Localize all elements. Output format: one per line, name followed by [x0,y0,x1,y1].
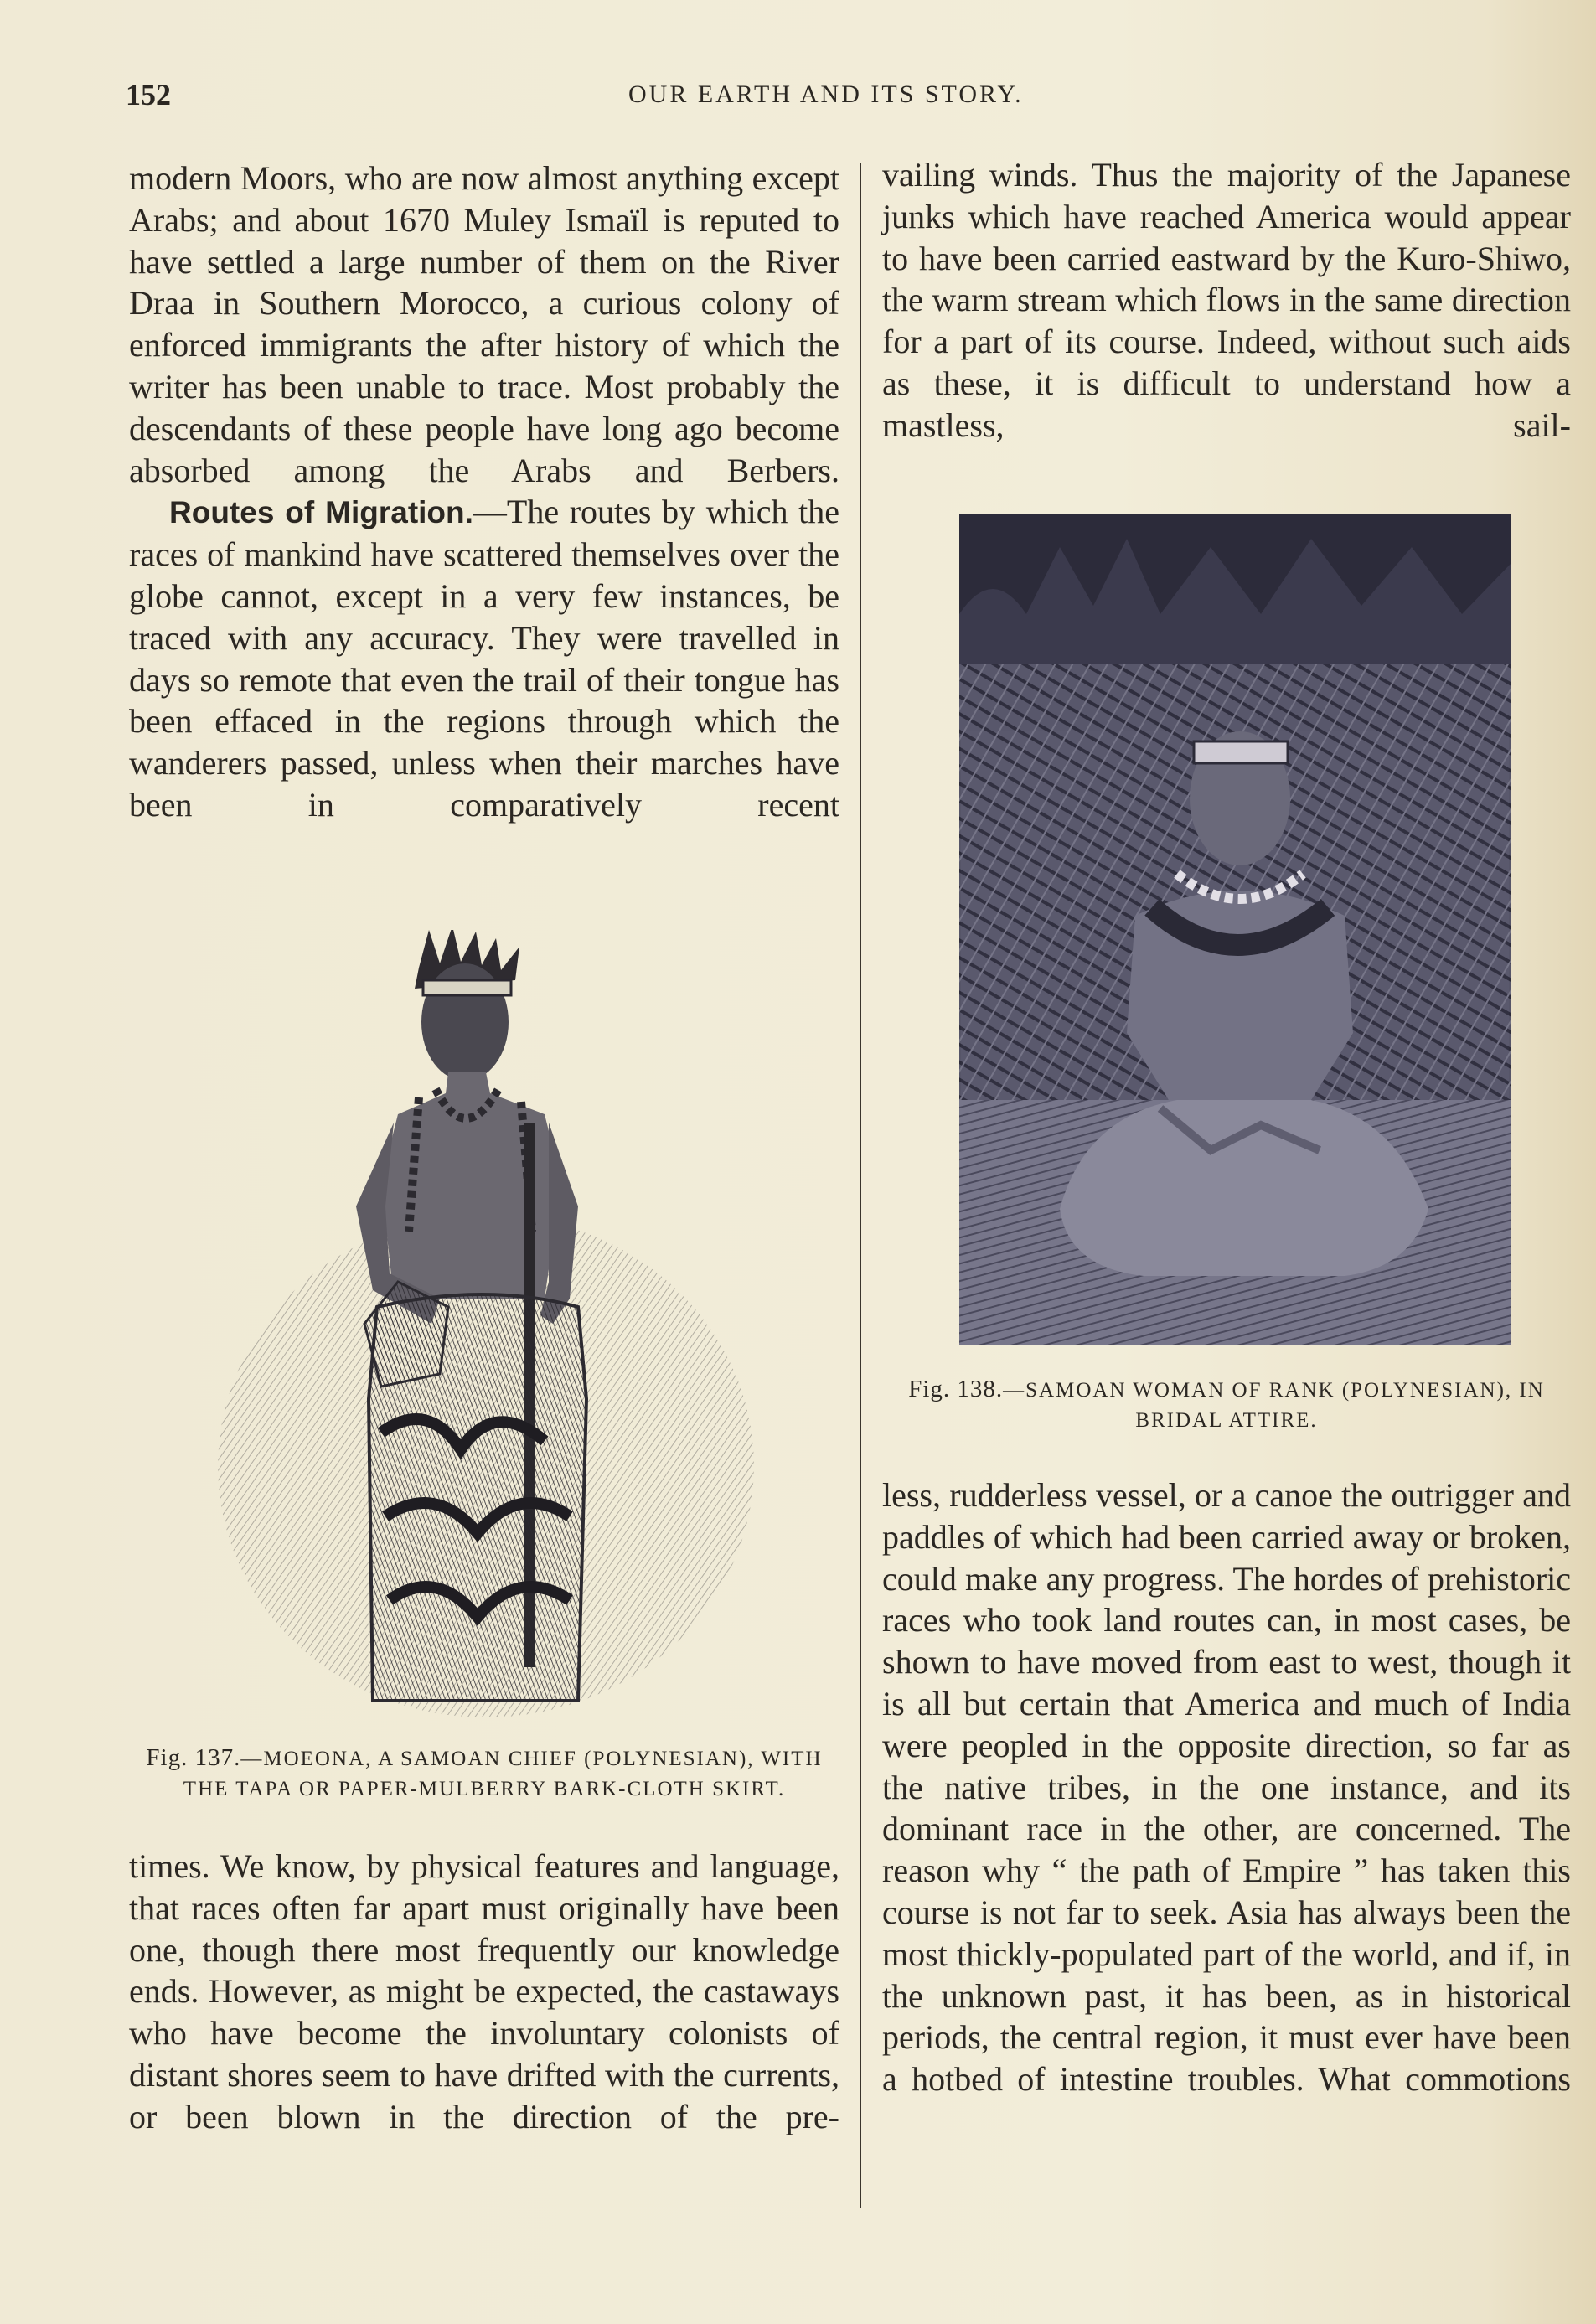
paragraph-prehistoric-routes: less, rudderless vessel, or a canoe the outrigger and paddles of which had been carried away or broken, could make any progress. The hordes of prehistoric races who took land routes can, in most cases, be shown to have moved from east to west, though it is all but certain that America and much of India were peopled in the opposite direction, so far as the native tribes, in the one instance, and its dominant race in the other, are concerned. The reason why “ the path of Empire ” has taken this course is not far to seek. Asia has always been the most thickly-populated part of the world, and if, in the unknown past, it has been, as in historical periods, the central region, it must ever have been a hotbed of intestine troubles. What commotions [882,1476,1571,2099]
paragraph-routes-of-migration [129,491,839,825]
figure-137-caption-text: —MOEONA, A SAMOAN CHIEF (POLYNESIAN), WITH THE TAPA OR PAPER-MULBERRY BARK-CLOTH SKIRT. [183,1748,823,1800]
figure-137-label: Fig. 137. [146,1744,241,1771]
running-title: OUR EARTH AND ITS STORY. [628,80,1024,108]
paragraph-moors: modern Moors, who are now almost anything except Arabs; and about 1670 Muley Ismaïl is reputed to have settled a large number of them on the River Draa in Southern Morocco, a curious colony of enforced immigrants the after history of which the writer has been unable to trace. Most probably the descendants of these people have long ago become absorbed among the Arabs and Berbers. [129,159,839,489]
paragraph-routes-text: —The routes by which the races of mankind have scattered themselves over the globe cannot, except in a very few instances, be traced with any accuracy. They were travelled in days so remote that even the trail of their tongue has been effaced in the regions through which the wanderers passed, unless when their marches have been in comparatively recent [129,493,839,824]
figure-138-label: Fig. 138. [908,1376,1004,1402]
figure-137-caption [129,1743,839,1805]
figure-137-engraving [209,930,762,1726]
figure-138-caption-text: —SAMOAN WOMAN OF RANK (POLYNESIAN), IN BRIDAL ATTIRE. [1003,1379,1545,1432]
left-column-bottom-text [129,1846,839,2138]
figure-138-engraving [959,514,1511,1345]
figure-138-caption [882,1374,1571,1436]
right-column-bottom-text [882,1474,1571,2100]
right-column-top-text [882,154,1571,447]
paragraph-castaways: times. We know, by physical features and language, that races often far apart must originally have been one, though there most frequently our knowledge ends. However, as might be expected, the castaways who have become the involuntary colonists of distant shores seem to have drifted with the currents, or been blown in the direction of the pre- [129,1847,839,2135]
section-heading-routes-of-migration: Routes of Migration. [169,495,473,530]
running-header [126,77,1575,119]
left-column-top-text [129,158,839,826]
page-number: 152 [126,78,171,111]
paragraph-prevailing-winds: vailing winds. Thus the majority of the Japanese junks which have reached America would appear to have been carried eastward by the Kuro-Shiwo, the warm stream which flows in the same direction for a part of its course. Indeed, without such aids as these, it is difficult to understand how a mastless, sail- [882,156,1571,444]
column-divider [860,163,861,2208]
